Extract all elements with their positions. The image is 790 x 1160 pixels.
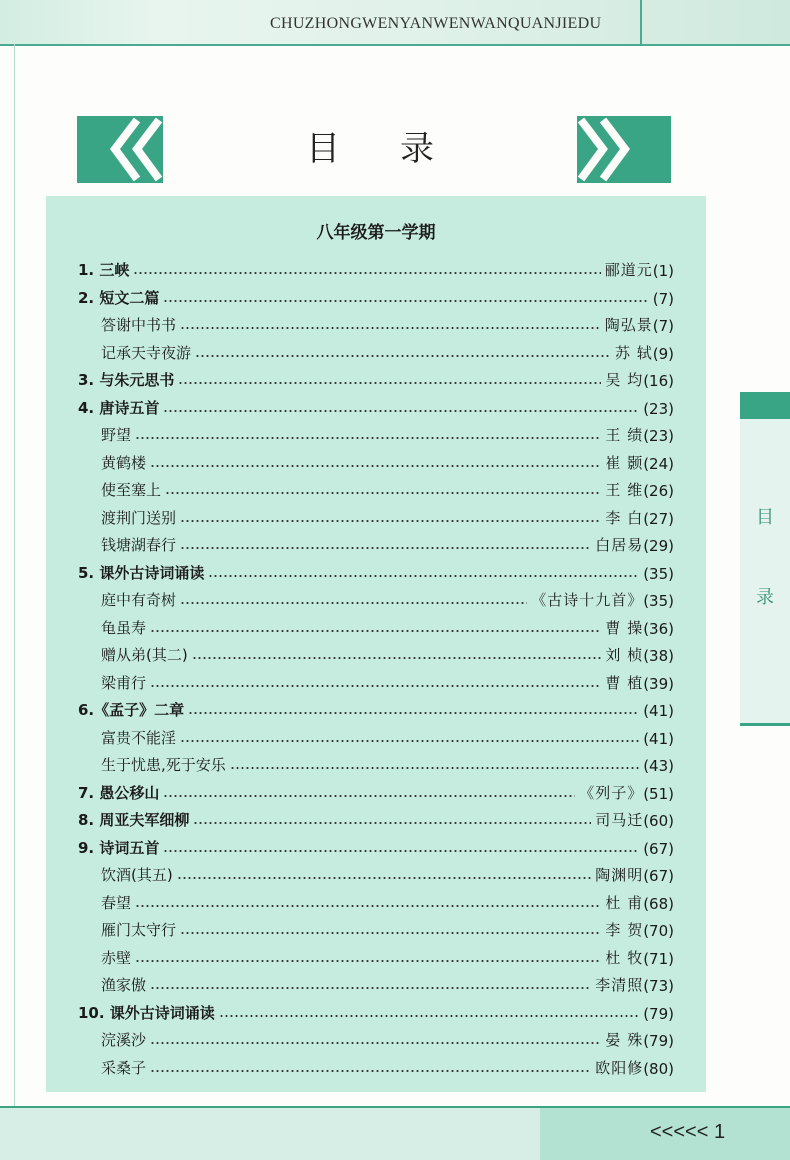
toc-entry-title: 5. 课外古诗词诵读: [78, 563, 205, 582]
toc-entry-title: 答谢中书书: [101, 316, 177, 334]
toc-entry[interactable]: [78, 364, 674, 390]
toc-entry-title: 采桑子: [101, 1058, 147, 1077]
toc-entry-author: 《列子》: [579, 783, 644, 802]
toc-entry-author: 晏 殊: [605, 1031, 644, 1049]
header-band: [0, 0, 790, 46]
toc-entry-page: (41): [643, 729, 674, 748]
toc-leader-dots: [208, 557, 639, 583]
toc-entry-page: (38): [643, 647, 674, 665]
toc-entry-title: 赤壁: [101, 948, 132, 967]
toc-leader-dots: [192, 639, 602, 665]
toc-leader-dots: [193, 804, 591, 830]
toc-entry[interactable]: [78, 254, 674, 280]
toc-entry[interactable]: [78, 282, 674, 308]
toc-leader-dots: [230, 749, 639, 775]
toc-entry-title: 钱塘湖春行: [101, 536, 177, 554]
chevron-right-icon: [577, 116, 671, 183]
toc-entry-page: (26): [643, 482, 674, 500]
toc-entry-title: 渔家傲: [101, 976, 147, 994]
toc-entry-page: (1): [652, 262, 674, 280]
page-title: 目录: [306, 129, 494, 169]
toc-entry-page: (23): [643, 399, 674, 418]
toc-entry-title: 记承天寺夜游: [101, 343, 192, 362]
toc-entry-page: (70): [643, 922, 674, 940]
toc-entry[interactable]: [101, 887, 674, 913]
toc-leader-dots: [135, 419, 601, 445]
side-tab-char: 录: [756, 587, 774, 608]
toc-entry-author: 曹 操: [605, 618, 644, 637]
toc-entry-author: 白居易: [595, 536, 644, 554]
toc-leader-dots: [165, 474, 601, 500]
toc-entry-author: 杜 牧: [605, 948, 644, 967]
toc-entry-page: (68): [643, 894, 674, 913]
toc-entry-author: 王 绩: [605, 426, 644, 444]
toc-entry-title: 9. 诗词五首: [78, 838, 160, 857]
toc-leader-dots: [180, 722, 639, 748]
toc-entry-title: 2. 短文二篇: [78, 288, 160, 307]
toc-entry[interactable]: [101, 447, 674, 473]
toc-entry-author: 陶渊明: [595, 866, 644, 884]
toc-entry-page: (43): [643, 757, 674, 775]
toc-leader-dots: [150, 969, 591, 995]
toc-entry[interactable]: [101, 667, 674, 693]
toc-leader-dots: [135, 942, 601, 968]
toc-leader-dots: [180, 309, 601, 335]
toc-entry-title: 龟虽寿: [101, 618, 147, 637]
toc-entry-title: 生于忧患,死于安乐: [101, 756, 226, 774]
title-bar: [77, 116, 671, 183]
side-tab-char: 目: [756, 507, 774, 528]
toc-leader-dots: [163, 777, 575, 803]
toc-entry-page: (16): [643, 372, 674, 390]
toc-entry-title: 8. 周亚夫军细柳: [78, 811, 190, 829]
toc-entry-title: 野望: [101, 426, 132, 444]
toc-entry[interactable]: [78, 694, 674, 720]
toc-entry[interactable]: [78, 997, 674, 1023]
toc-entry-author: 王 维: [605, 481, 644, 499]
toc-entry-title: 雁门太守行: [101, 921, 177, 939]
toc-entry-page: (29): [643, 537, 674, 555]
toc-entry[interactable]: [78, 832, 674, 858]
toc-leader-dots: [150, 1024, 601, 1050]
toc-entry-title: 4. 唐诗五首: [78, 398, 160, 417]
toc-entry-page: (7): [652, 317, 674, 335]
toc-entry-author: 司马迁: [595, 811, 644, 829]
title-center: [163, 116, 577, 183]
toc-entry[interactable]: [101, 584, 674, 610]
toc-panel: [46, 196, 706, 1092]
toc-entry[interactable]: [78, 557, 674, 583]
toc-entry-page: (73): [643, 977, 674, 995]
toc-entry-page: (80): [643, 1059, 674, 1078]
toc-entry-author: 欧阳修: [595, 1058, 644, 1077]
toc-leader-dots: [180, 502, 601, 528]
toc-entry[interactable]: [101, 722, 674, 748]
toc-entry-author: 刘 桢: [605, 646, 644, 664]
toc-leader-dots: [219, 997, 639, 1023]
toc-leader-dots: [178, 364, 601, 390]
toc-entry-page: (24): [643, 454, 674, 473]
toc-entry-title: 渡荆门送别: [101, 508, 177, 527]
semester-heading: 八年级第一学期: [316, 223, 436, 243]
toc-entry-title: 庭中有奇树: [101, 591, 177, 609]
toc-entry[interactable]: [101, 942, 674, 968]
toc-leader-dots: [180, 529, 591, 555]
toc-entry-title: 使至塞上: [101, 481, 162, 499]
toc-entry[interactable]: [101, 969, 674, 995]
toc-leader-dots: [163, 282, 648, 308]
toc-leader-dots: [150, 447, 601, 473]
chevron-left-icon: [77, 116, 163, 183]
toc-entry-page: (60): [643, 812, 674, 830]
toc-entry-title: 饮酒(其五): [101, 866, 173, 884]
toc-entry-author: 吴 均: [605, 371, 644, 389]
toc-entry-page: (67): [643, 867, 674, 885]
toc-entry-title: 赠从弟(其二): [101, 646, 188, 664]
page-margin-rule: [14, 44, 15, 1106]
toc-entry-title: 春望: [101, 893, 132, 912]
toc-entry-author: 曹 植: [605, 673, 644, 692]
toc-entry[interactable]: [101, 612, 674, 638]
toc-entry-page: (27): [643, 509, 674, 528]
title-block-left: [77, 116, 163, 183]
toc-entry[interactable]: [78, 804, 674, 830]
toc-entry[interactable]: [101, 914, 674, 940]
toc-entry-title: 7. 愚公移山: [78, 783, 160, 802]
toc-leader-dots: [177, 859, 591, 885]
toc-entry-page: (51): [643, 784, 674, 803]
toc-entry[interactable]: [101, 419, 674, 445]
toc-entry[interactable]: [101, 502, 674, 528]
toc-entry[interactable]: [78, 777, 674, 803]
page-number: <<<<< 1: [650, 1121, 726, 1143]
toc-entry-title: 黄鹤楼: [101, 453, 147, 472]
toc-leader-dots: [188, 694, 639, 720]
toc-entry-page: (71): [643, 949, 674, 968]
side-tab: [740, 392, 790, 726]
toc-leader-dots: [163, 832, 639, 858]
toc-entry-title: 浣溪沙: [101, 1031, 147, 1049]
toc-entry-author: 崔 颢: [605, 453, 644, 472]
toc-leader-dots: [133, 254, 600, 280]
toc-entry-title: 富贵不能淫: [101, 728, 177, 747]
toc-entry-author: 《古诗十九首》: [531, 591, 644, 609]
side-tab-top: [740, 395, 790, 419]
toc-entry-page: (23): [643, 427, 674, 445]
toc-leader-dots: [180, 584, 527, 610]
toc-entry[interactable]: [101, 749, 674, 775]
toc-entry-page: (79): [643, 1004, 674, 1023]
toc-entry-page: (35): [643, 564, 674, 583]
toc-entry[interactable]: [101, 337, 674, 363]
toc-entry-page: (36): [643, 619, 674, 638]
toc-entry-title: 梁甫行: [101, 673, 147, 692]
toc-entry-page: (39): [643, 674, 674, 693]
toc-entry[interactable]: [101, 1024, 674, 1050]
toc-entry-title: 3. 与朱元思书: [78, 371, 175, 389]
running-title: CHUZHONGWENYANWENWANQUANJIEDU: [270, 15, 602, 32]
toc-leader-dots: [150, 1052, 591, 1078]
toc-entry[interactable]: [101, 309, 674, 335]
toc-leader-dots: [195, 337, 611, 363]
toc-entry-author: 陶弘景: [604, 316, 653, 334]
toc-entry-author: 杜 甫: [605, 893, 644, 912]
toc-entry[interactable]: [101, 639, 674, 665]
toc-entry-author: 苏 轼: [614, 343, 653, 362]
toc-entry-page: (67): [643, 839, 674, 858]
toc-leader-dots: [163, 392, 639, 418]
toc-entry[interactable]: [78, 392, 674, 418]
toc-entry-author: 李 白: [605, 508, 644, 527]
toc-entry-page: (35): [643, 592, 674, 610]
toc-entry-author: 郦道元: [604, 261, 653, 279]
toc-leader-dots: [180, 914, 601, 940]
toc-entry-page: (79): [643, 1032, 674, 1050]
toc-entry-author: 李清照: [595, 976, 644, 994]
toc-leader-dots: [150, 612, 601, 638]
title-block-right: [577, 116, 671, 183]
toc-entry-page: (7): [652, 289, 674, 308]
toc-entry-author: 李 贺: [605, 921, 644, 939]
toc-entry[interactable]: [101, 474, 674, 500]
header-divider: [640, 0, 642, 44]
toc-entry-title: 1. 三峡: [78, 261, 130, 279]
toc-entry[interactable]: [101, 859, 674, 885]
toc-entry-title: 6.《孟子》二章: [78, 701, 185, 719]
toc-entry[interactable]: [101, 1052, 674, 1078]
toc-leader-dots: [150, 667, 601, 693]
toc-entry-title: 10. 课外古诗词诵读: [78, 1003, 215, 1022]
toc-entry-page: (41): [643, 702, 674, 720]
toc-entry-page: (9): [652, 344, 674, 363]
toc-leader-dots: [135, 887, 601, 913]
toc-entry[interactable]: [101, 529, 674, 555]
